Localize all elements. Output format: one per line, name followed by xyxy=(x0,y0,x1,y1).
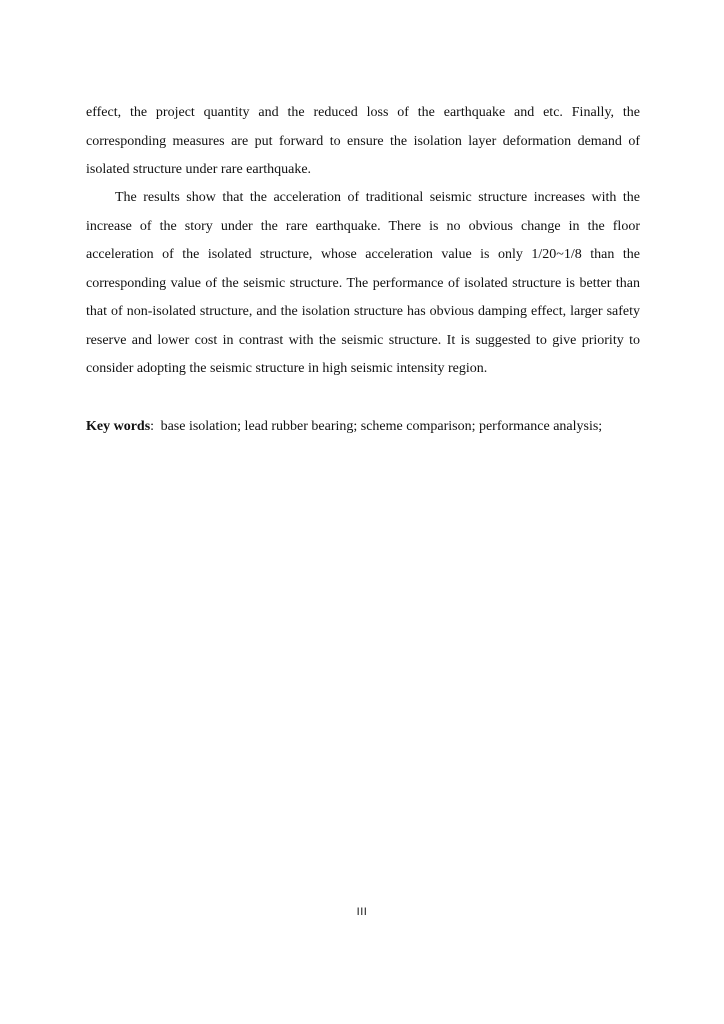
keywords-label: Key words xyxy=(86,419,151,434)
abstract-paragraph-results: The results show that the acceleration of traditional seismic structure increases with the increase of the story under the rare earthquake. There is no obvious change in the floor acceleration of the isolated structure, whose acceleration value is only 1/20~1/8 than the corresponding value of the seismic structure. The performance of isolated structure is better than that of non-isolated structure, and the isolation structure has obvious damping effect, larger safety reserve and lower cost in contrast with the seismic structure. It is suggested to give priority to consider adopting the seismic structure in high seismic intensity region. xyxy=(86,190,640,376)
keywords-value: base isolation; lead rubber bearing; scheme comparison; performance analysis; xyxy=(160,419,603,434)
keywords-line xyxy=(86,413,646,441)
abstract-paragraph-continuation: effect, the project quantity and the reduced loss of the earthquake and etc. Finally, the corresponding measures are put forward to ensure the isolation layer deformation demand of isolated structure under rare earthquake. xyxy=(86,105,640,177)
page-number: III xyxy=(356,906,368,918)
keywords-colon: : xyxy=(150,419,155,434)
